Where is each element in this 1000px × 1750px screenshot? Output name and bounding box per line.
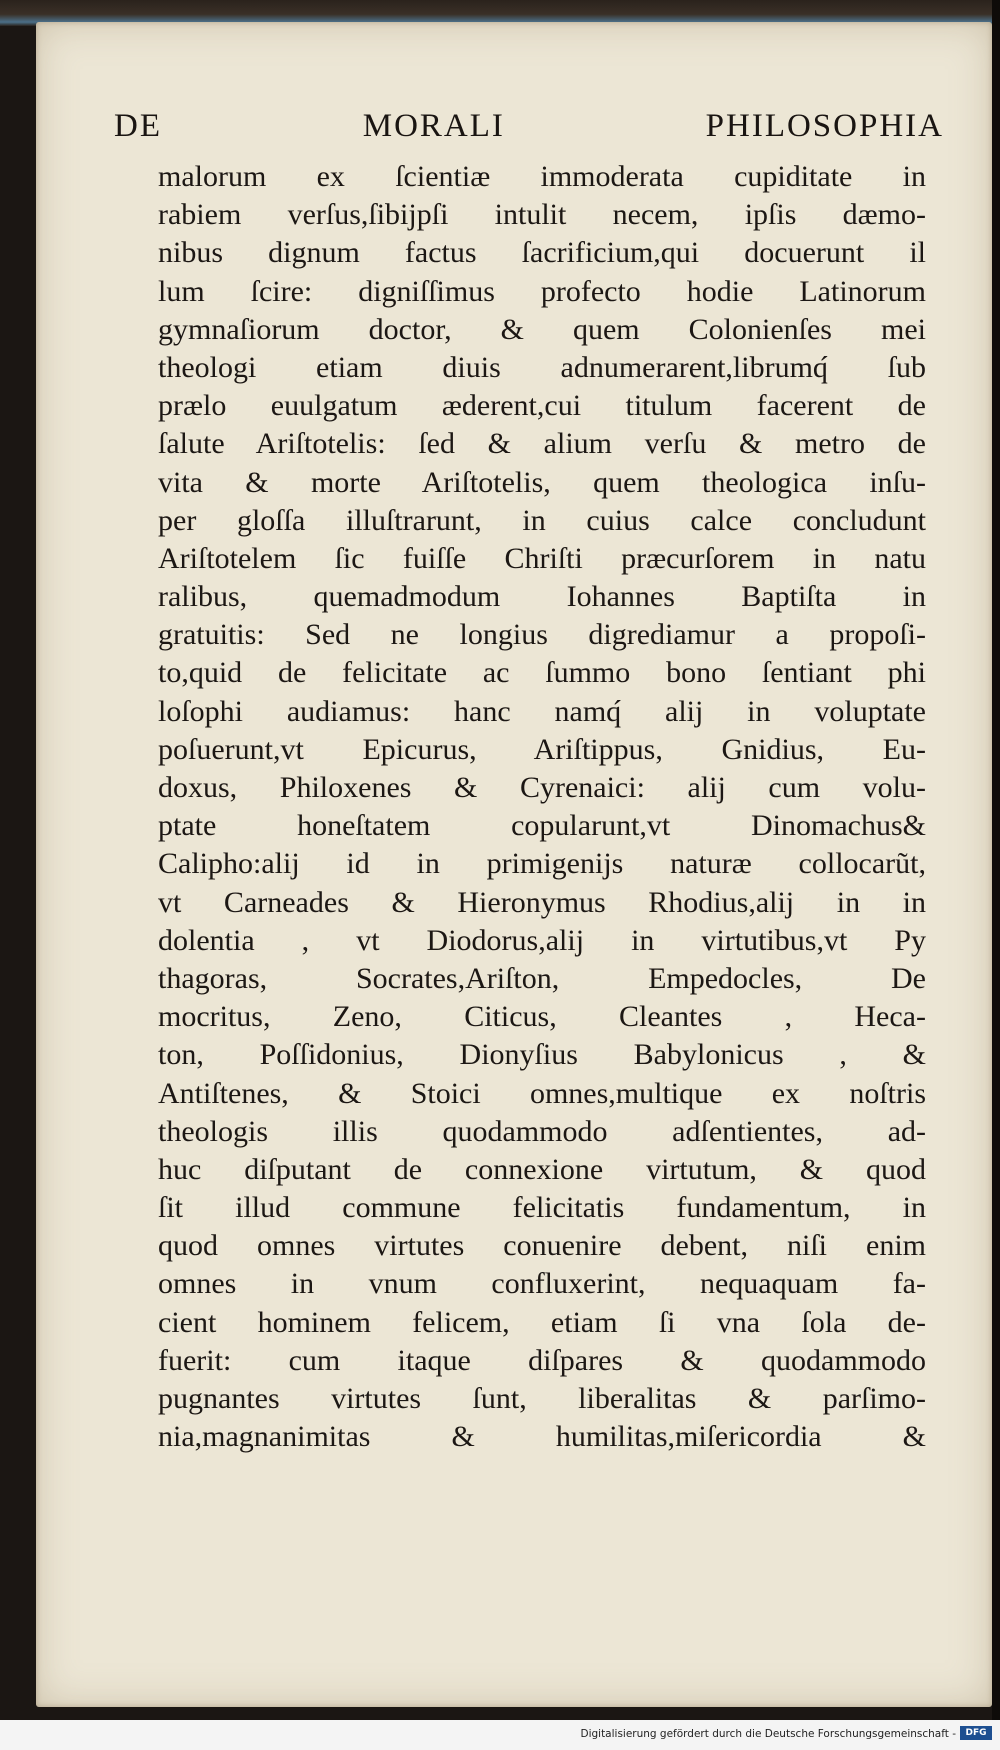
text-line: ſit illud commune felicitatis fundamentum, in [158, 1191, 926, 1225]
text-line: dolentia , vt Diodorus,alij in virtutibus,vt Py [158, 923, 926, 957]
text-line: prælo euulgatum æderent,cui titulum facerent de [158, 389, 926, 423]
text-line: rabiem verſus,ſibijpſi intulit necem, ipſis dæmo- [158, 198, 926, 232]
text-line: thagoras, Socrates,Ariſton, Empedocles, De [158, 961, 926, 995]
body-text [158, 158, 926, 1456]
text-line: omnes in vnum confluxerint, nequaquam fa- [158, 1267, 926, 1301]
text-line: lum ſcire: digniſſimus profecto hodie Latinorum [158, 274, 926, 308]
funding-credit: Digitalisierung gefördert durch die Deutsche Forschungsgemeinschaft - [580, 1728, 956, 1740]
dfg-logo: DFG [960, 1726, 992, 1740]
text-line: quod omnes virtutes conuenire debent, niſi enim [158, 1229, 926, 1263]
text-line: theologis illis quodammodo adſentientes, ad- [158, 1114, 926, 1148]
running-head [114, 108, 944, 145]
text-line: ſalute Ariſtotelis: ſed & alium verſu & metro de [158, 427, 926, 461]
running-head-word: PHILOSOPHIA [705, 108, 944, 144]
text-line: Antiſtenes, & Stoici omnes,multique ex noſtris [158, 1076, 926, 1110]
text-line: cient hominem felicem, etiam ſi vna ſola de- [158, 1305, 926, 1339]
text-line: Calipho:alij id in primigenijs naturæ collocarũt, [158, 847, 926, 881]
text-line: mocritus, Zeno, Citicus, Cleantes , Heca- [158, 1000, 926, 1034]
text-line: vita & morte Ariſtotelis, quem theologica inſu- [158, 465, 926, 499]
text-line: malorum ex ſcientiæ immoderata cupiditate in [158, 160, 926, 193]
book-edge-right [992, 0, 1000, 1750]
text-line: fuerit: cum itaque diſpares & quodammodo [158, 1343, 926, 1377]
text-line: to,quid de felicitate ac ſummo bono ſentiant phi [158, 656, 926, 690]
text-line: ralibus, quemadmodum Iohannes Baptiſta in [158, 580, 926, 614]
text-line: per gloſſa illuſtrarunt, in cuius calce concludunt [158, 503, 926, 537]
text-line: doxus, Philoxenes & Cyrenaici: alij cum volu- [158, 771, 926, 804]
text-line: vt Carneades & Hieronymus Rhodius,alij in in [158, 885, 926, 919]
text-line: huc diſputant de connexione virtutum, & quod [158, 1152, 926, 1186]
running-head-word: DE [114, 108, 162, 144]
text-line: gymnaſiorum doctor, & quem Colonienſes mei [158, 312, 926, 346]
text-line: ton, Poſſidonius, Dionyſius Babylonicus , & [158, 1038, 926, 1072]
text-line: theologi etiam diuis adnumerarent,librumq́ ſub [158, 350, 926, 384]
text-line: nia,magnanimitas & humilitas,miſericordia & [158, 1420, 926, 1454]
text-line: ptate honeſtatem copularunt,vt Dinomachus& [158, 809, 926, 843]
digitization-footer [0, 1720, 1000, 1750]
text-line: nibus dignum factus ſacrificium,qui docuerunt il [158, 236, 926, 270]
text-line: gratuitis: Sed ne longius digrediamur a propoſi- [158, 618, 926, 652]
text-line: poſuerunt,vt Epicurus, Ariſtippus, Gnidius, Eu- [158, 732, 926, 766]
text-line: pugnantes virtutes ſunt, liberalitas & parſimo- [158, 1382, 926, 1415]
running-head-word: MORALI [362, 108, 505, 144]
text-line: Ariſtotelem ſic fuiſſe Chriſti præcurſorem in natu [158, 541, 926, 575]
text-line: loſophi audiamus: hanc namq́ alij in voluptate [158, 694, 926, 728]
